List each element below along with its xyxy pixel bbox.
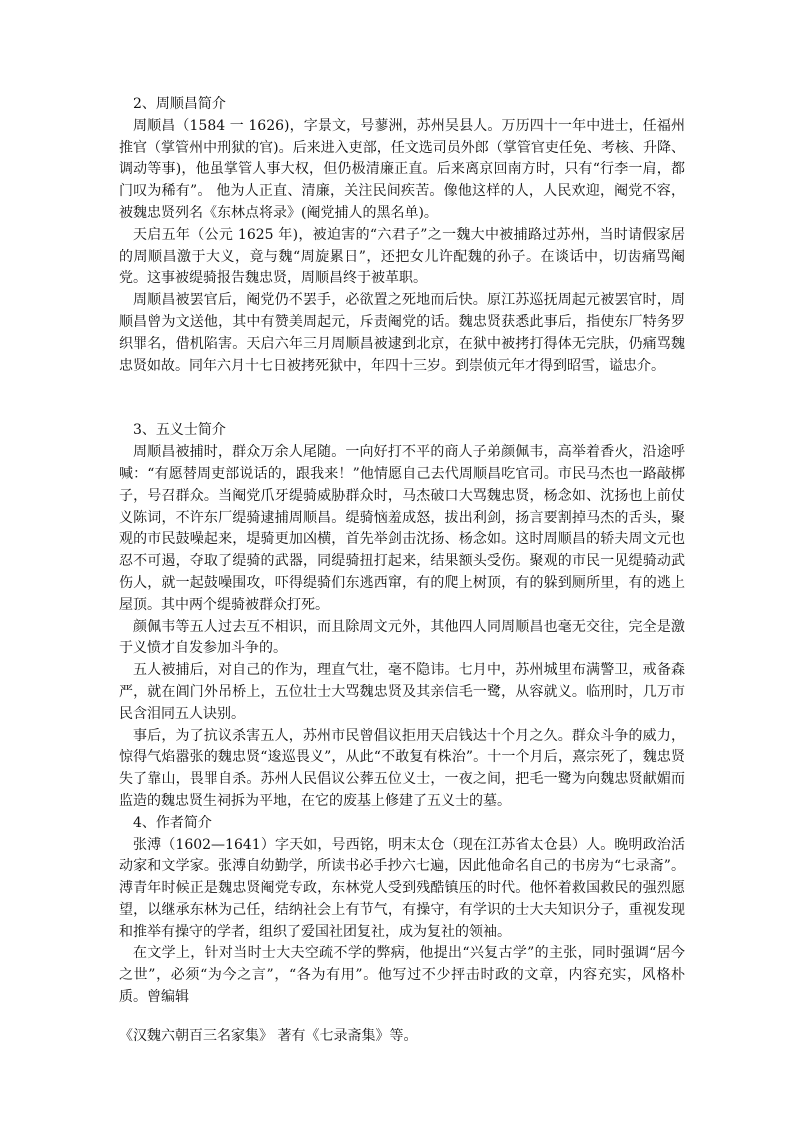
document-page	[119, 94, 685, 1048]
section-heading-zhou-shunchang: 2、周顺昌简介	[133, 96, 226, 112]
paragraph: 五人被捕后，对自己的作为，理直气壮，毫不隐讳。七月中，苏州城里布满警卫，戒备森严，就在阊门外吊桥上，五位壮士大骂魏忠贤及其亲信毛一鹭，从容就义。临刑时，几万市民含泪同五人诀别。	[119, 662, 685, 722]
section-spacer	[119, 377, 685, 420]
paragraph: 周顺昌（1584 一 1626)，字景文，号蓼洲，苏州吴县人。万历四十一年中进士，任福州推官（掌管州中刑狱的官)。后来进入吏部，任文选司员外郎（掌管官吏任免、考核、升降、调动等事)，他虽掌管人事大权，但仍极清廉正直。后来离京回南方时，只有“行李一肩，都门叹为稀有”。 他为人正直、清廉，关注民间疾苦。像他这样的人，人民欢迎，阉党不容，被魏忠贤列名《东林点将录》(阉党捕人的黑名单)。	[119, 117, 685, 221]
paragraph: 周顺昌被捕时，群众万余人尾随。一向好打不平的商人子弟颜佩韦，高举着香火，沿途呼喊：“有愿替周吏部说话的，跟我来！”他情愿自己去代周顺昌吃官司。市民马杰也一路敲梆子，号召群众。当阉党爪牙缇骑威胁群众时，马杰破口大骂魏忠贤，杨念如、沈扬也上前仗义陈词，不许东厂缇骑逮捕周顺昌。缇骑恼羞成怒，拔出利剑，扬言要割掉马杰的舌头，聚观的市民鼓噪起来，堤骑更加凶横，首先举剑击沈扬、杨念如。这时周顺昌的轿夫周文元也忍不可遏，夺取了缇骑的武器，同缇骑扭打起来，结果额头受伤。聚观的市民一见缇骑动武伤人，就一起鼓噪围攻，吓得缇骑们东逃西窜，有的爬上树顶，有的躲到厕所里，有的逃上屋顶。其中两个缇骑被群众打死。	[119, 444, 685, 613]
paragraph: 周顺昌被罢官后，阉党仍不罢手，必欲置之死地而后快。原江苏巡抚周起元被罢官时，周顺昌曾为文送他，其中有赞美周起元，斥责阉党的话。魏忠贤获悉此事后，指使东厂特务罗织罪名，借机陷害。天启六年三月周顺昌被逮到北京，在狱中被拷打得体无完肤，仍痛骂魏忠贤如故。同年六月十七日被拷死狱中，年四十三岁。到崇侦元年才得到昭雪，谥忠介。	[119, 292, 685, 374]
section-heading-author: 4、作者简介	[133, 814, 212, 831]
paragraph: 在文学上，针对当时士大夫空疏不学的弊病，他提出“兴复古学”的主张，同时强调“居今之世”，必须“为今之言”，“各为有用”。他写过不少抨击时政的文章，内容充实，风格朴质。曾编辑	[119, 945, 685, 1006]
trailing-line: 《汉魏六朝百三名家集》 著有《七录斋集》等。	[119, 1027, 418, 1044]
paragraph: 事后，为了抗议杀害五人，苏州市民曾倡议拒用天启钱达十个月之久。群众斗争的威力，惊得气焰嚣张的魏忠贤“逡巡畏义”，从此“不敢复有株治”。十一个月后，熹宗死了，魏忠贤失了靠山，畏罪自杀。苏州人民倡议公葬五位义士，一夜之间，把毛一鹭为向魏忠贤献媚而监造的魏忠贤生祠拆为平地，在它的废基上修建了五义士的墓。	[119, 727, 685, 809]
paragraph: 天启五年（公元 1625 年)，被迫害的“六君子”之一魏大中被捕路过苏州，当时请假家居的周顺昌激于大义，竟与魏“周旋累日”，还把女儿许配魏的孙子。在谈话中，切齿痛骂阉党。这事被缇骑报告魏忠贤，周顺昌终于被革职。	[119, 226, 685, 287]
paragraph: 张溥（1602—1641）字天如，号西铭，明末太仓（现在江苏省太仓县）人。晚明政治活动家和文学家。张溥自幼勤学，所读书必手抄六七遍，因此他命名自己的书房为“七录斋”。溥青年时候正是魏忠贤阉党专政，东林党人受到残酷镇压的时代。他怀着救国救民的强烈愿望，以继承东林为己任，结纳社会上有节气，有操守，有学识的士大夫知识分子，重视发现和推举有操守的学者，组织了爱国社团复社，成为复社的领袖。	[119, 836, 685, 940]
section-heading-five-martyrs: 3、五义士简介	[133, 422, 226, 439]
line-spacer	[119, 1009, 685, 1026]
paragraph: 颜佩韦等五人过去互不相识，而且除周文元外，其他四人同周顺昌也毫无交往，完全是激于义愤才自发参加斗争的。	[119, 618, 685, 657]
